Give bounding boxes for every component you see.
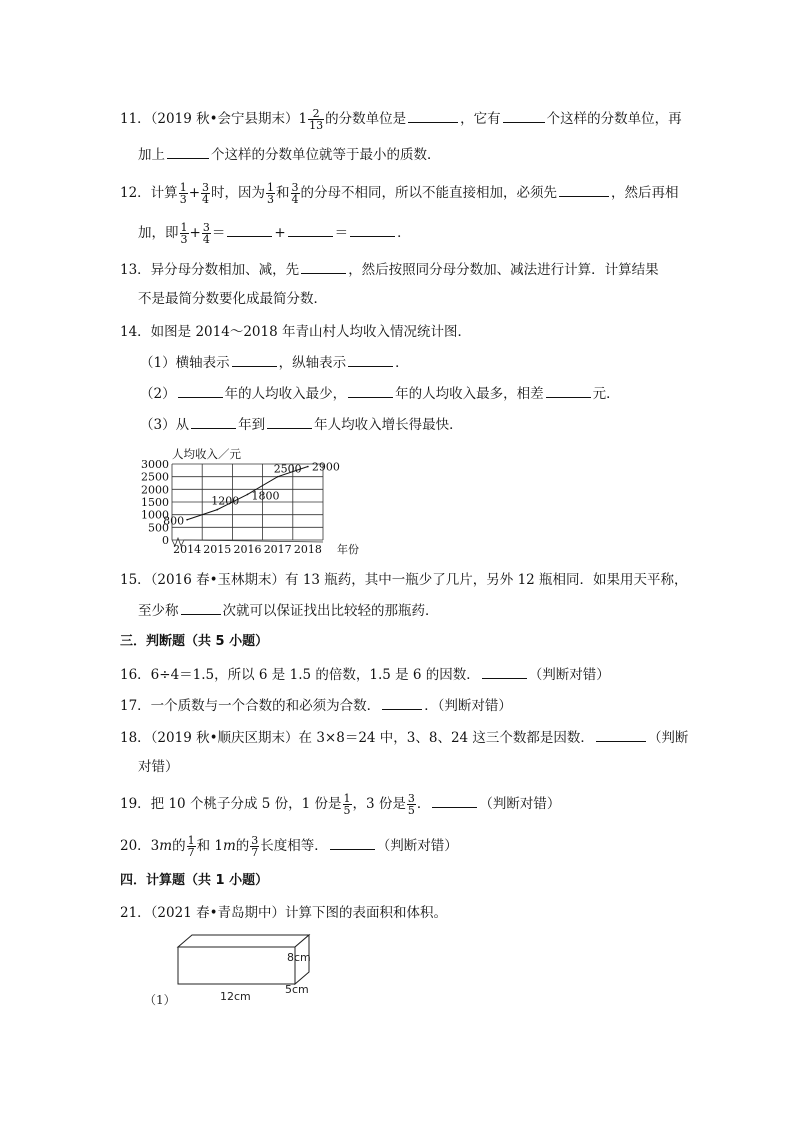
data-label: 1200 (211, 494, 240, 508)
q11-frac-num: 2 (312, 107, 320, 120)
q11-prefix: 11．（2019 秋•会宁县期末） (120, 111, 299, 127)
frac-num: 3 (202, 181, 209, 194)
q12-frac-6 (202, 222, 211, 245)
q12-text-c: ，然后再相 (611, 185, 679, 201)
q17-hint: ．（判断对错） (424, 698, 512, 714)
q11-mixed-whole: 1 (298, 111, 308, 127)
q12-line2 (138, 222, 411, 245)
y-tick-label: 0 (162, 534, 169, 547)
frac-den: 3 (267, 193, 274, 206)
answer-blank[interactable] (348, 352, 393, 367)
q14-s2-c: 年的人均收入最多，相差 (395, 386, 544, 402)
q12-frac-1 (179, 182, 188, 205)
plus-sign: + (188, 185, 200, 201)
q20-unit: m (159, 838, 173, 854)
q11-line2-b: 个这样的分数单位就等于最小的质数． (211, 147, 441, 163)
y-tick-label: 2000 (141, 483, 169, 497)
dim-height-label: 8cm (287, 951, 311, 964)
data-point (217, 509, 219, 511)
q18-hint: （判断 (647, 730, 689, 746)
frac-den: 4 (291, 193, 299, 206)
frac-num: 1 (180, 221, 188, 234)
q12-frac-3 (266, 182, 275, 205)
cuboid-top-face (178, 935, 309, 947)
y-tick-label: 500 (148, 521, 169, 535)
answer-blank[interactable] (350, 222, 395, 237)
q14-sub3 (140, 414, 463, 435)
q12-line2-a: 加，即 (138, 225, 179, 241)
q14-s2-a: （2） (140, 386, 176, 402)
data-label: 2900 (311, 460, 340, 474)
q12-end: ． (397, 225, 411, 241)
frac-num: 1 (179, 181, 187, 194)
frac-num: 3 (291, 181, 299, 194)
frac-num: 1 (267, 181, 274, 194)
answer-blank[interactable] (191, 414, 236, 429)
q14-s3-b: 年到 (238, 417, 266, 433)
q20-of: 的 (235, 838, 250, 854)
frac-num: 3 (407, 792, 415, 805)
q20-unit: m (222, 838, 236, 854)
q16-hint: （判断对错） (528, 667, 610, 683)
q14-s1-c: ． (395, 355, 409, 371)
y-tick-label: 1500 (141, 496, 169, 509)
q11-text-a: 的分数单位是 (325, 111, 407, 127)
q13-line1 (120, 259, 659, 280)
answer-blank[interactable] (348, 383, 393, 398)
q11-frac-den: 13 (309, 119, 324, 132)
q14-s3-a: （3）从 (140, 417, 190, 433)
answer-blank[interactable] (181, 600, 221, 615)
answer-blank[interactable] (227, 222, 272, 237)
y-tick-label: 3000 (141, 458, 169, 471)
q14-sub2 (140, 383, 620, 404)
plus-sign: + (274, 225, 286, 241)
frac-den: 5 (343, 804, 351, 817)
q17-line (120, 695, 512, 716)
answer-blank[interactable] (178, 383, 223, 398)
data-point (186, 519, 188, 521)
answer-blank[interactable] (232, 352, 277, 367)
answer-blank[interactable] (382, 695, 422, 710)
q15-line2-b: 次就可以保证找出比较轻的那瓶药． (222, 603, 439, 619)
q12-text-a: 时，因为 (211, 185, 265, 201)
dim-width-label: 5cm (285, 983, 309, 996)
q19-frac-1 (343, 793, 352, 816)
q12-line1 (120, 182, 679, 205)
x-tick-label: 2015 (203, 543, 232, 556)
q15-line1: 15．（2016 春•玉林期末）有 13 瓶药，其中一瓶少了几片，另外 12 瓶相同．如果用天平称， (120, 572, 688, 588)
q11-fraction (308, 108, 324, 131)
q12-prefix: 12．计算 (120, 185, 178, 201)
cuboid-diagram (140, 930, 330, 1010)
data-point (277, 476, 279, 478)
x-tick-label: 2018 (293, 543, 322, 556)
frac-num: 1 (343, 792, 351, 805)
q19-text-c: ． (416, 796, 431, 812)
y-axis-title: 人均收入／元 (172, 447, 241, 461)
q12-frac-4 (291, 182, 300, 205)
q20-and: 和 1 (196, 838, 223, 854)
q20-number: 20．3 (120, 838, 160, 854)
answer-blank[interactable] (288, 222, 333, 237)
x-tick-label: 2017 (263, 543, 292, 556)
frac-den: 5 (407, 804, 415, 817)
q21-line: 21．（2021 春•青岛期中）计算下图的表面积和体积。 (120, 905, 448, 921)
income-line-chart (130, 444, 390, 560)
q20-of: 的 (172, 838, 186, 854)
answer-blank[interactable] (559, 182, 609, 197)
y-tick-label: 1000 (141, 508, 169, 522)
q18-line2: 对错） (138, 759, 179, 775)
q19-line (120, 793, 560, 816)
q13-line1-b: ，然后按照同分母分数加、减法进行计算．计算结果 (348, 262, 659, 278)
frac-den: 3 (180, 233, 188, 246)
answer-blank[interactable] (167, 144, 209, 159)
x-tick-label: 2014 (173, 543, 202, 556)
dim-length-label: 12cm (220, 990, 251, 1003)
data-label: 1800 (251, 489, 280, 503)
equals-sign: ＝ (334, 225, 349, 241)
q20-text-b: 长度相等． (260, 838, 328, 854)
q20-hint: （判断对错） (376, 838, 458, 854)
q11-text-c: 个这样的分数单位，再 (546, 111, 682, 127)
q19-text-a: 19．把 10 个桃子分成 5 份，1 份是 (120, 796, 342, 812)
q12-text-b: 的分母不相同，所以不能直接相加，必须先 (300, 185, 557, 201)
answer-blank[interactable] (503, 108, 545, 123)
x-tick-label: 2016 (233, 543, 262, 556)
frac-den: 4 (202, 233, 210, 246)
q14-s2-d: 元． (592, 386, 620, 402)
q13-line1-a: 13．异分母分数相加、减，先 (120, 262, 300, 278)
q20-frac-1 (187, 835, 196, 858)
q14-s1-a: （1）横轴表示 (140, 355, 230, 371)
answer-blank[interactable] (330, 835, 375, 850)
q14-s2-b: 年的人均收入最少， (224, 386, 347, 402)
q19-hint: （判断对错） (479, 796, 561, 812)
q20-line (120, 835, 458, 858)
data-point (247, 494, 249, 496)
q12-and: 和 (276, 185, 290, 201)
q20-frac-2 (250, 835, 259, 858)
answer-blank[interactable] (482, 664, 527, 679)
frac-den: 4 (202, 193, 209, 206)
section-heading-calculation: 四．计算题（共 1 小题） (120, 873, 269, 888)
q14-sub1 (140, 352, 409, 373)
q17-text: 17．一个质数与一个合数的和必须为合数． (120, 698, 381, 714)
answer-blank[interactable] (408, 108, 458, 123)
q16-text: 16．6÷4＝1.5，所以 6 是 1.5 的倍数，1.5 是 6 的因数． (120, 667, 480, 683)
plus-sign: + (189, 225, 201, 241)
data-label: 800 (163, 514, 185, 528)
q11-line2-a: 加上 (138, 147, 165, 163)
frac-den: 3 (179, 193, 187, 206)
q12-frac-2 (201, 182, 210, 205)
q18-line1 (120, 727, 688, 748)
data-point (307, 466, 309, 468)
q11-line2 (138, 144, 441, 165)
q19-text-b: ，3 份是 (352, 796, 406, 812)
q11-text-b: ，它有 (460, 111, 501, 127)
data-label: 2500 (273, 462, 302, 476)
cuboid-front-face (178, 947, 295, 984)
q15-line2-a: 至少称 (138, 603, 179, 619)
x-axis-title: 年份 (337, 543, 359, 556)
section-heading-judgement: 三．判断题（共 5 小题） (120, 634, 269, 649)
q15-line2 (138, 600, 439, 621)
q18-text: 18．（2019 秋•顺庆区期末）在 3×8＝24 中，3、8、24 这三个数都是因数． (120, 730, 594, 746)
q16-line (120, 664, 610, 685)
q19-frac-2 (407, 793, 416, 816)
frac-den: 7 (187, 846, 195, 859)
q14-title: 14．如图是 2014～2018 年青山村人均收入情况统计图． (120, 324, 471, 340)
frac-num: 3 (202, 221, 210, 234)
q13-line2: 不是最简分数要化成最简分数． (138, 291, 327, 307)
y-tick-label: 2500 (141, 470, 169, 484)
answer-blank[interactable] (596, 727, 646, 742)
answer-blank[interactable] (546, 383, 591, 398)
q14-s3-c: 年人均收入增长得最快． (314, 417, 463, 433)
answer-blank[interactable] (301, 259, 346, 274)
frac-num: 3 (251, 834, 259, 847)
part-label: （1） (144, 993, 176, 1007)
q14-s1-b: ，纵轴表示 (278, 355, 347, 371)
answer-blank[interactable] (432, 793, 477, 808)
frac-den: 7 (251, 846, 259, 859)
q12-frac-5 (180, 222, 189, 245)
answer-blank[interactable] (267, 414, 312, 429)
equals-sign: ＝ (211, 225, 226, 241)
frac-num: 1 (187, 834, 195, 847)
q11-line1 (120, 108, 682, 131)
